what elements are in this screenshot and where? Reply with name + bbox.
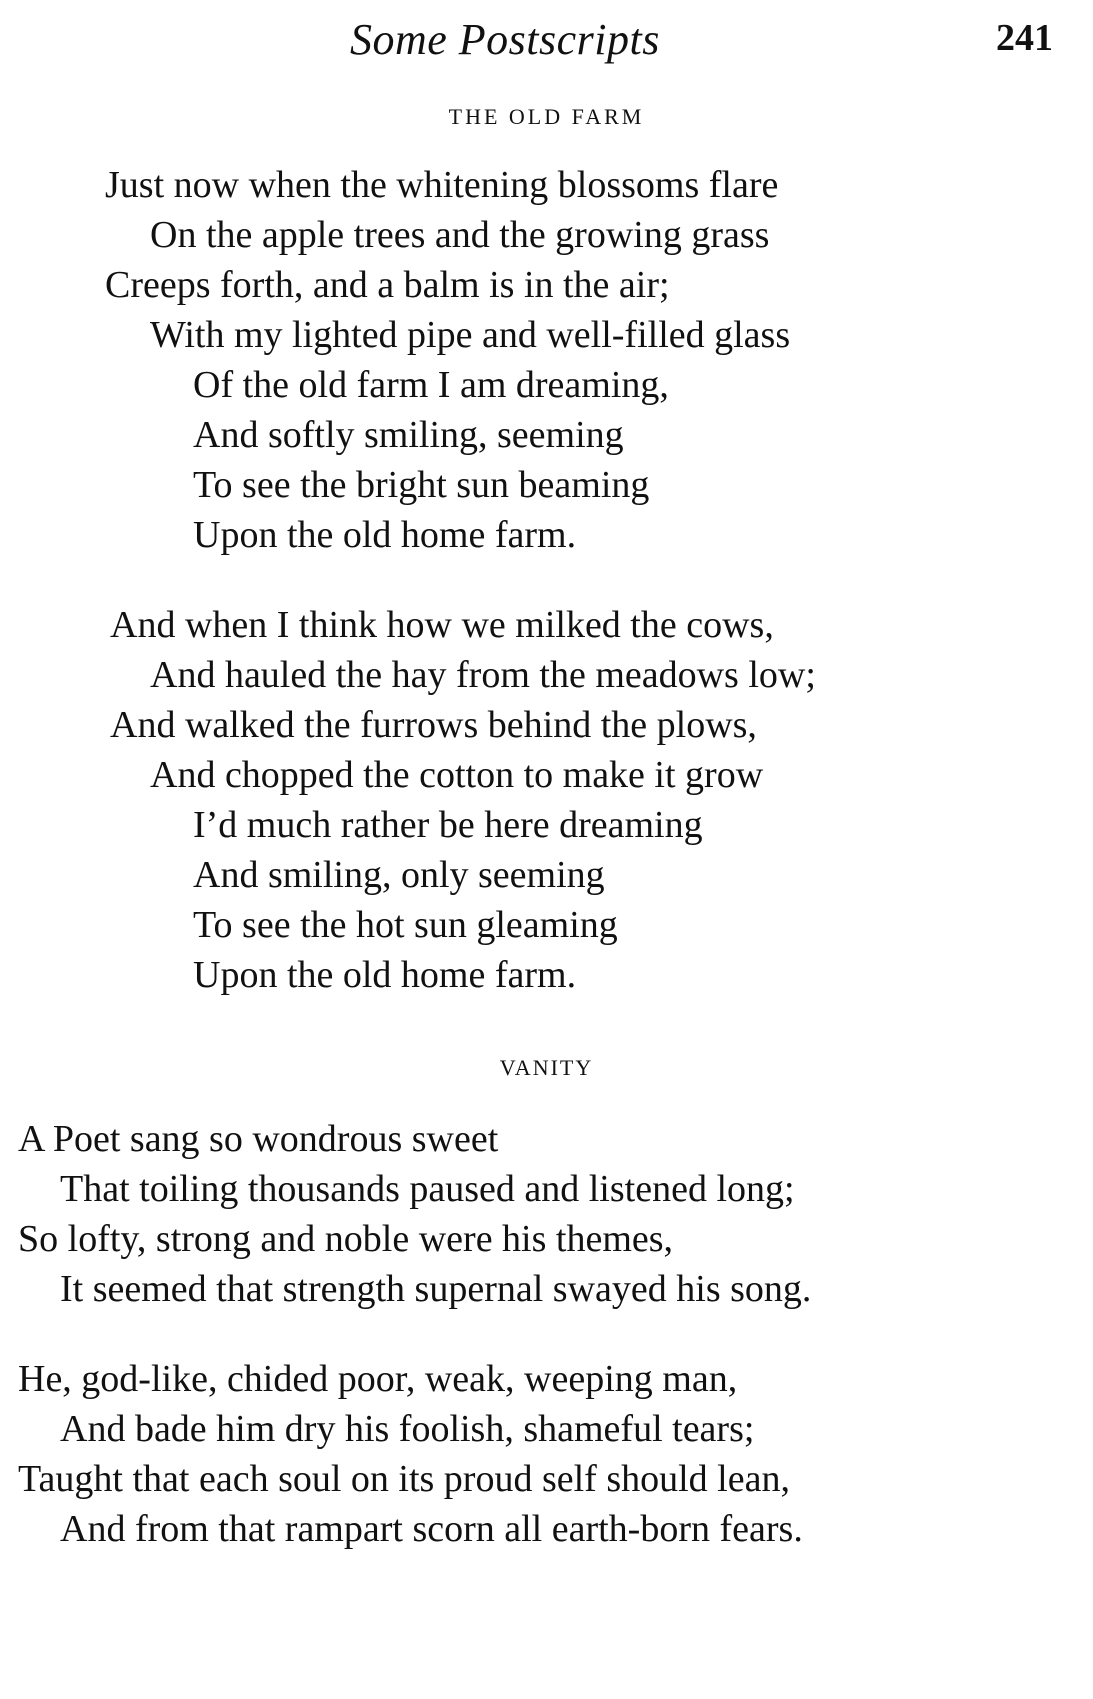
poem-line: Of the old farm I am dreaming,: [193, 364, 669, 406]
poem-line: And chopped the cotton to make it grow: [150, 754, 764, 796]
poem-title: THE OLD FARM: [448, 104, 645, 129]
poem-line: On the apple trees and the growing grass: [150, 214, 770, 256]
poem-line: And softly smiling, seeming: [193, 414, 624, 456]
running-title: Some Postscripts: [350, 15, 660, 64]
poem-line: Upon the old home farm.: [193, 514, 577, 556]
poem-line: Creeps forth, and a balm is in the air;: [105, 264, 670, 306]
poem-line: And smiling, only seeming: [193, 854, 605, 896]
poem-title: VANITY: [499, 1055, 594, 1080]
poem-line: He, god-like, chided poor, weak, weeping man,: [18, 1358, 738, 1400]
poem-line: So lofty, strong and noble were his themes,: [18, 1218, 674, 1260]
poem-line: Upon the old home farm.: [193, 954, 577, 996]
poem-line: With my lighted pipe and well-filled glass: [150, 314, 791, 356]
poem-line: Taught that each soul on its proud self should lean,: [18, 1458, 790, 1500]
poem-line: I’d much rather be here dreaming: [193, 804, 703, 846]
poem-line: A Poet sang so wondrous sweet: [18, 1118, 499, 1160]
poem-line: And from that rampart scorn all earth-born fears.: [60, 1508, 803, 1550]
poem-line: Just now when the whitening blossoms flare: [105, 164, 779, 206]
poem-line: And when I think how we milked the cows,: [110, 604, 774, 646]
poem-line: That toiling thousands paused and listened long;: [60, 1168, 795, 1210]
poem-line: It seemed that strength supernal swayed his song.: [60, 1268, 812, 1310]
poem-line: To see the hot sun gleaming: [193, 904, 618, 946]
poem-line: And bade him dry his foolish, shameful tears;: [60, 1408, 755, 1450]
poem-line: To see the bright sun beaming: [193, 464, 650, 506]
running-head: [0, 14, 1093, 74]
poem-line: And hauled the hay from the meadows low;: [150, 654, 816, 696]
poem-line: And walked the furrows behind the plows,: [110, 704, 757, 746]
page-number: 241: [996, 17, 1053, 59]
